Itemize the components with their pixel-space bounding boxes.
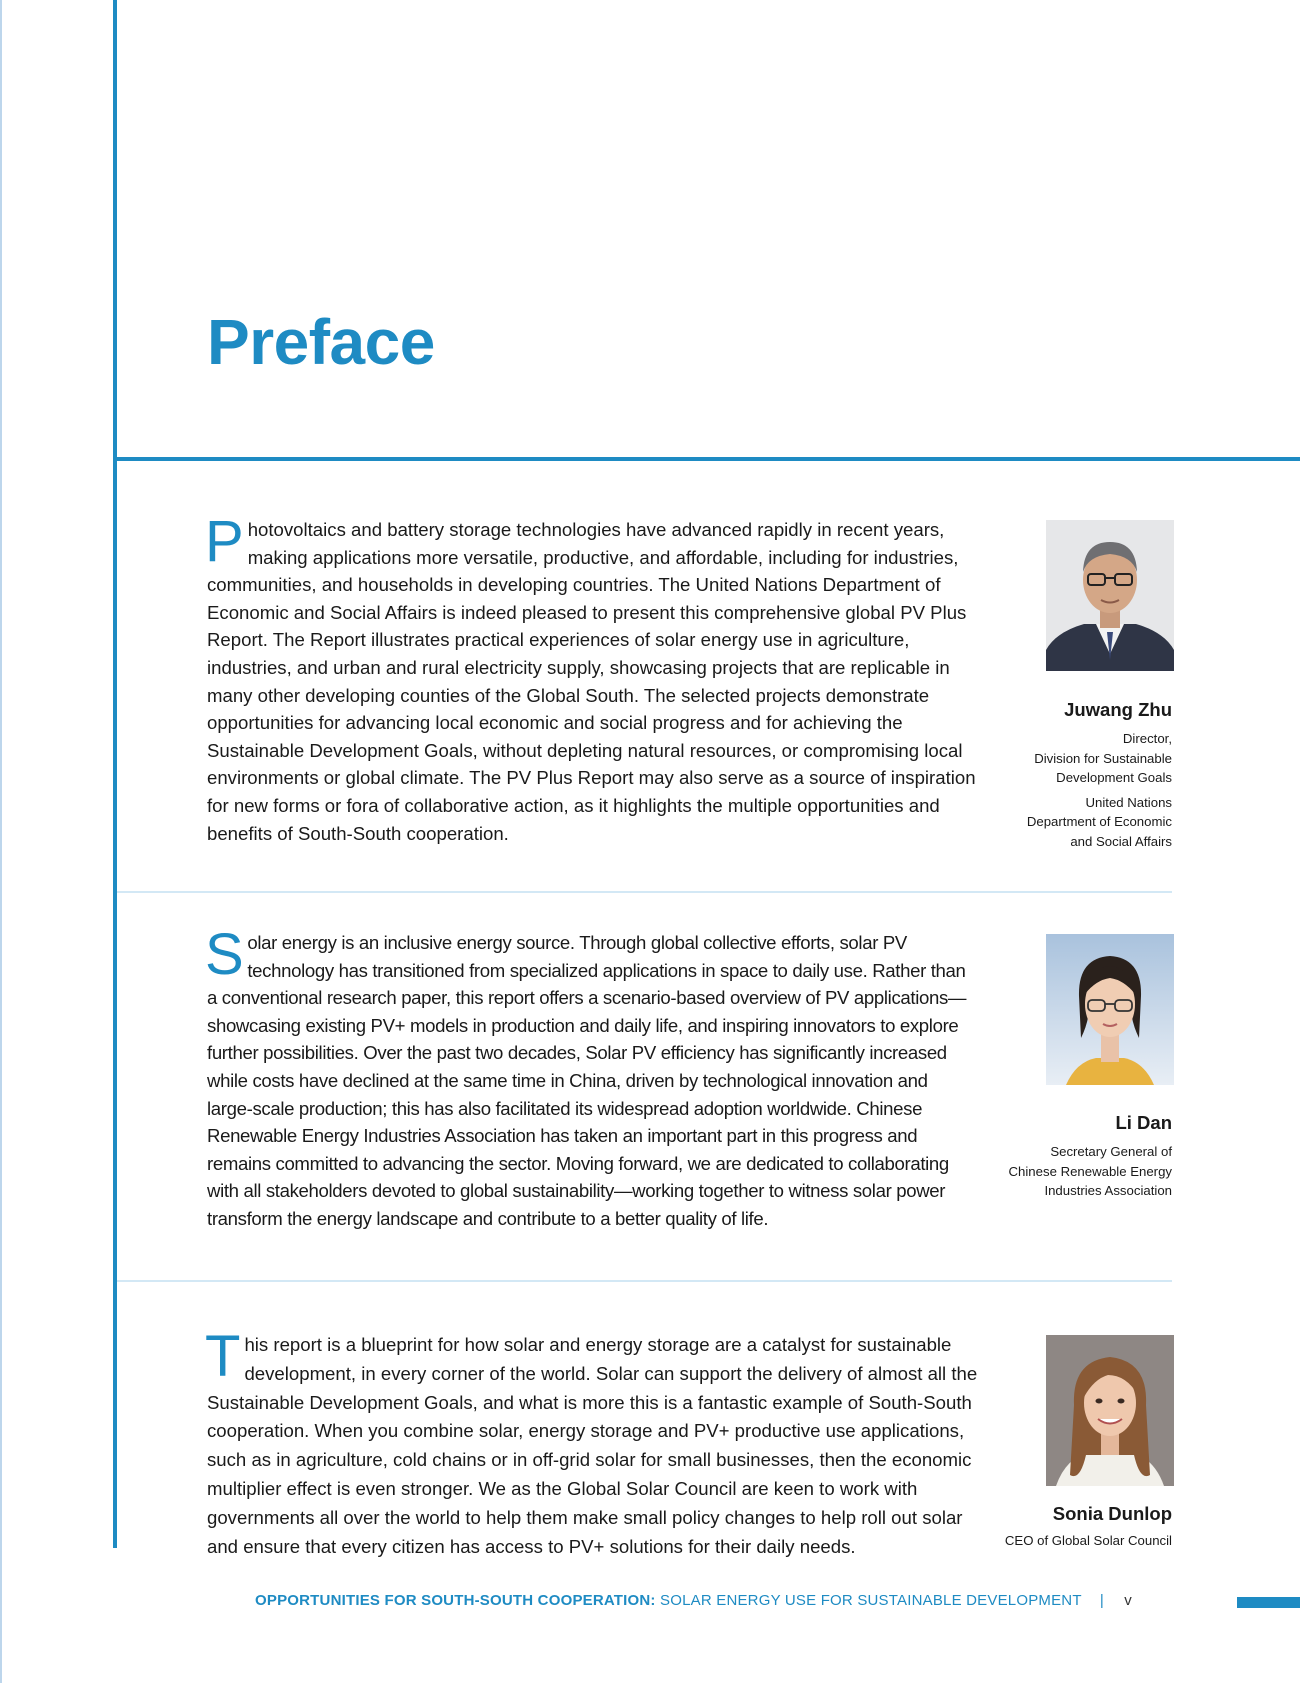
signature-block-li-dan	[932, 1112, 1172, 1201]
signatory-name: Li Dan	[1115, 1112, 1172, 1133]
preface-paragraph-1	[205, 509, 977, 847]
paragraph-text: olar energy is an inclusive energy source. Through global collective efforts, solar PV technology has transitioned from specialized applications in space to daily use. Rather than a conventional research paper, this report offers a scenario-based overview of PV applications—showcasing existing PV+ models in production and daily life, and inspiring innovators to explore further possibilities. Over the past two decades, Solar PV efficiency has significantly increased while costs have declined at the same time in China, driven by technological innovation and large-scale production; this has also facilitated its widespread adoption worldwide. Chinese Renewable Energy Industries Association has taken an important part in this progress and remains committed to advancing the sector. Moving forward, we are dedicated to collaborating with all stakeholders devoted to global sustainability—working together to witness solar power transform the energy landscape and contribute to a better quality of life.	[207, 932, 967, 1229]
signatory-organization: United Nations Department of Economic and Social Affairs	[1026, 794, 1172, 849]
vertical-accent-rule	[113, 0, 117, 1548]
footer-accent-bar	[1237, 1597, 1300, 1608]
signature-block-juwang-zhu	[932, 699, 1172, 851]
signatory-name: Sonia Dunlop	[1052, 1503, 1172, 1524]
signatory-title: Secretary General of Chinese Renewable Energy Industries Association	[1008, 1144, 1172, 1198]
title-underline-rule	[113, 457, 1300, 461]
dropcap: P	[205, 509, 244, 574]
paragraph-text: his report is a blueprint for how solar and energy storage are a catalyst for sustainable development, in every corner of the world. Solar can support the delivery of almost all the Sustainable Development Goals, and what is more this is a fantastic example of South-South cooperation. When you combine solar, energy storage and PV+ productive use applications, such as in agriculture, cold chains or in off-grid solar for small businesses, then the economic multiplier effect is even stronger. We as the Global Solar Council are keen to work with governments all over the world to help them make small policy changes to help roll out solar and ensure that every citizen has access to PV+ solutions for their daily needs.	[207, 1334, 978, 1557]
dropcap: T	[205, 1324, 241, 1389]
signatory-title: CEO of Global Solar Council	[1004, 1533, 1172, 1548]
signatory-name: Juwang Zhu	[1064, 699, 1172, 720]
signatory-title: Director, Division for Sustainable Development Goals	[1034, 731, 1172, 785]
paragraph-text: hotovoltaics and battery storage technologies have advanced rapidly in recent years, making applications more versatile, productive, and affordable, including for industries, communities, and households in developing countries. The United Nations Department of Economic and Social Affairs is indeed pleased to present this comprehensive global PV Plus Report. The Report illustrates practical experiences of solar energy use in agriculture, industries, and urban and rural electricity supply, showcasing projects that are replicable in many other developing counties of the Global South. The selected projects demonstrate opportunities for advancing local economic and social progress and for achieving the Sustainable Development Goals, without depleting natural resources, or compromising local environments or global climate. The PV Plus Report may also serve as a source of inspiration for new forms or fora of collaborative action, as it highlights the multiple opportunities and benefits of South-South cooperation.	[207, 519, 976, 844]
preface-paragraph-2	[205, 922, 977, 1233]
footer-report-subtitle: SOLAR ENERGY USE FOR SUSTAINABLE DEVELOPMENT	[660, 1592, 1082, 1609]
signature-block-sonia-dunlop	[932, 1503, 1172, 1551]
section-divider	[117, 891, 1172, 893]
portrait-photo-li-dan	[1046, 934, 1174, 1085]
section-divider	[117, 1280, 1172, 1282]
footer-separator: |	[1099, 1592, 1104, 1609]
portrait-photo-juwang-zhu	[1046, 520, 1174, 671]
preface-paragraph-3	[205, 1324, 982, 1561]
dropcap: S	[205, 922, 244, 987]
page-title: Preface	[207, 306, 435, 378]
running-footer	[255, 1592, 1132, 1609]
footer-report-title: OPPORTUNITIES FOR SOUTH-SOUTH COOPERATION:	[255, 1592, 656, 1609]
portrait-photo-sonia-dunlop	[1046, 1335, 1174, 1486]
page-number: v	[1124, 1592, 1132, 1609]
page-edge-line	[0, 0, 2, 1683]
